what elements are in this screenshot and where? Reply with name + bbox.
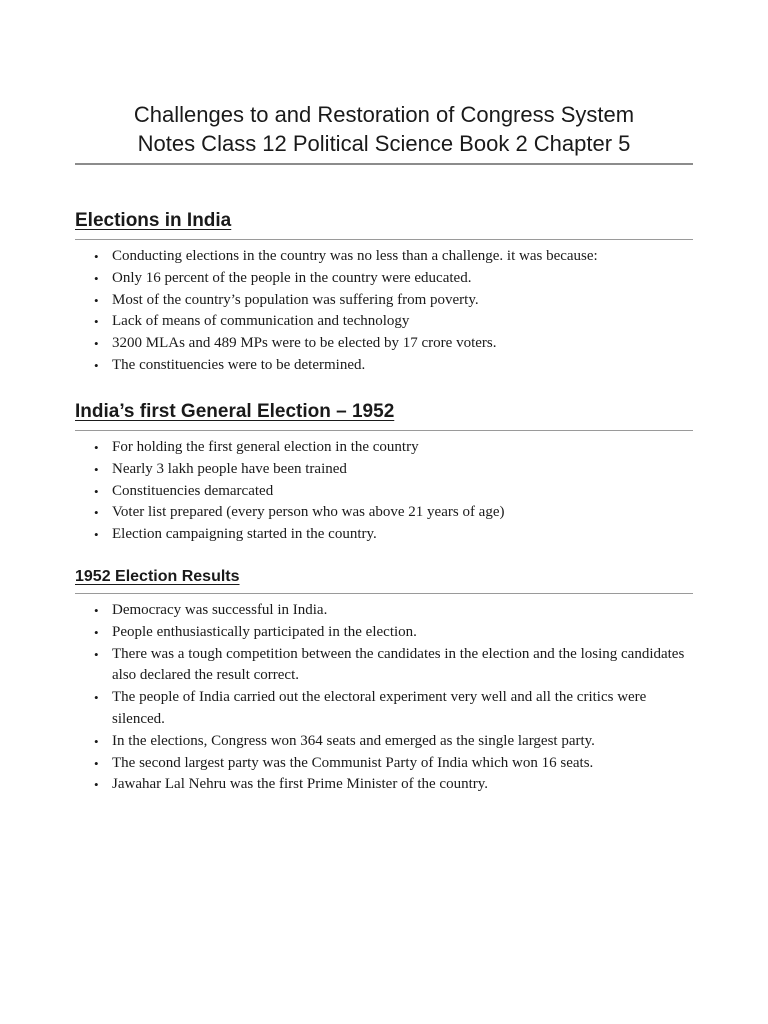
list-item-text: The second largest party was the Communist Party of India which won 16 seats.: [112, 754, 594, 771]
bullet-icon: •: [94, 646, 99, 662]
list-item-text: Voter list prepared (every person who was above 21 years of age): [112, 504, 505, 521]
bullet-icon: •: [94, 270, 99, 286]
bullet-list: [75, 437, 693, 546]
bullet-icon: •: [94, 733, 99, 749]
title-divider: [75, 163, 693, 165]
list-item-text: Democracy was successful in India.: [112, 602, 328, 618]
list-item-text: Jawahar Lal Nehru was the first Prime Minister of the country.: [112, 776, 489, 793]
list-item-text: Nearly 3 lakh people have been trained: [112, 460, 347, 477]
list-item: [75, 502, 693, 524]
bullet-icon: •: [94, 440, 99, 455]
bullet-icon: •: [94, 624, 99, 640]
list-item-text: Only 16 percent of the people in the country were educated.: [112, 269, 472, 286]
page-title: [75, 100, 693, 158]
section-heading: India’s first General Election – 1952: [75, 400, 693, 431]
list-item: [75, 481, 693, 503]
section-elections-in-india: [75, 209, 693, 377]
bullet-icon: •: [94, 527, 99, 543]
list-item-text: Conducting elections in the country was no less than a challenge. it was because:: [112, 248, 598, 264]
list-item-text: Most of the country’s population was suffering from poverty.: [112, 291, 479, 308]
list-item: [75, 731, 693, 753]
list-item-text: Election campaigning started in the country.: [112, 526, 377, 543]
bullet-icon: •: [94, 357, 99, 373]
list-item: [75, 524, 693, 546]
list-item: [75, 774, 693, 796]
bullet-icon: •: [94, 755, 99, 771]
list-item: [75, 246, 693, 268]
bullet-icon: •: [94, 461, 99, 477]
list-item: [75, 622, 693, 644]
bullet-icon: •: [94, 777, 99, 793]
list-item: [75, 268, 693, 290]
list-item: [75, 311, 693, 333]
list-item: [75, 290, 693, 312]
list-item-text: People enthusiastically participated in the election.: [112, 623, 417, 640]
list-item: [75, 355, 693, 377]
list-item: [75, 333, 693, 355]
bullet-icon: •: [94, 292, 99, 308]
section-heading: 1952 Election Results: [75, 566, 693, 594]
list-item: [75, 459, 693, 481]
list-item: [75, 437, 693, 459]
bullet-icon: •: [94, 249, 99, 264]
page-title-line-1: Challenges to and Restoration of Congress System: [133, 102, 635, 127]
bullet-list: [75, 246, 693, 377]
bullet-icon: •: [94, 690, 99, 706]
list-item: [75, 753, 693, 775]
list-item: [75, 687, 693, 731]
list-item: [75, 600, 693, 622]
list-item-text: In the elections, Congress won 364 seats and emerged as the single largest party.: [112, 732, 595, 749]
list-item-text: There was a tough competition between the candidates in the election and the losing candidates also declared the result correct.: [112, 645, 685, 684]
list-item-text: The people of India carried out the electoral experiment very well and all the critics were silenced.: [112, 689, 647, 727]
list-item-text: Lack of means of communication and technology: [112, 313, 410, 330]
bullet-icon: •: [94, 505, 99, 521]
bullet-icon: •: [94, 483, 99, 499]
list-item-text: For holding the first general election in the country: [112, 439, 419, 455]
bullet-icon: •: [94, 603, 99, 618]
list-item-text: The constituencies were to be determined.: [112, 356, 366, 373]
list-item-text: Constituencies demarcated: [112, 482, 274, 499]
section-first-general-election: [75, 400, 693, 546]
bullet-icon: •: [94, 314, 99, 330]
section-heading: Elections in India: [75, 209, 693, 240]
list-item-text: 3200 MLAs and 489 MPs were to be elected by 17 crore voters.: [112, 335, 497, 352]
section-1952-election-results: [75, 566, 693, 796]
bullet-icon: •: [94, 336, 99, 352]
bullet-list: [75, 600, 693, 796]
page-title-line-2: Notes Class 12 Political Science Book 2 Chapter 5: [137, 131, 631, 156]
list-item: [75, 644, 693, 688]
